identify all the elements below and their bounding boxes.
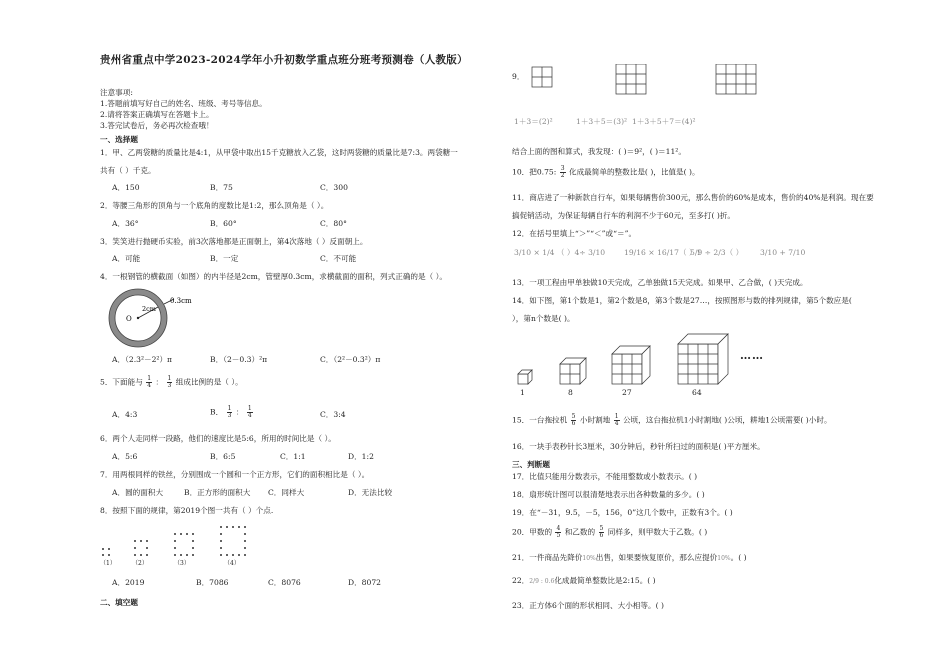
comparison-item: 3/10 + 7/10 [760,248,806,257]
fraction: $\frac{1}{3}$ [227,405,232,419]
option-d[interactable]: D．无法比较 [348,488,393,497]
question-14-text-cont: ），第n个数是( )。 [512,314,575,323]
question-1-text-cont: 共有（ ）千克。 [100,166,156,175]
question-6-text: 6．两个人走同样一段路，他们的速度比是5:6，所用的时间比是（ ）。 [100,434,336,443]
fraction: $\frac{5}{6}$ [599,525,604,539]
option-b[interactable]: B．一定 [210,254,239,263]
option-c[interactable]: C．（2²－0.3²）π [320,355,381,364]
figure-label: （3） [174,560,190,567]
option-a[interactable]: A．150 [112,183,140,192]
option-b[interactable]: B． $\frac{1}{3}$ ： $\frac{1}{4}$ [210,405,252,419]
question-17-text: 17．比值只能用分数表示，不能用整数或小数表示。( ) [512,472,698,481]
cube-label: 1 [520,388,525,397]
option-b[interactable]: B．7086 [196,578,229,587]
thickness-label: 0.3cm [170,297,192,305]
fraction: $\frac{1}{4}$ [147,375,152,389]
question-23-text: 23．正方体6个面的形状相同、大小相等。( ) [512,601,664,610]
note-item: 3.答完试卷后，务必再次检查哦！ [100,121,214,130]
question-15-text: 15．一台拖拉机 $\frac{5}{6}$ 小时割地 $\frac{1}{4}$ 公顷，这台拖拉机1小时割地( )公顷，耕地1公顷需要( )小时。 [512,413,832,427]
option-b[interactable]: B．60° [210,219,237,228]
option-b[interactable]: B．6:5 [210,452,236,461]
continuation-dots: …… [740,349,764,362]
question-16-text: 16．一块手表秒针长3厘米，30分钟后，秒针所扫过的面积是( )平方厘米。 [512,442,765,451]
equation: 1＋3＝(2)² [514,117,553,126]
section-heading: 三、判断题 [512,460,550,469]
option-c[interactable]: C．3:4 [320,410,346,419]
option-c[interactable]: C．300 [320,183,348,192]
question-5-text: 5．下面能与 $\frac{1}{4}$ ： $\frac{1}{3}$ 组成比例的是（ ）。 [100,375,243,389]
question-9-number: 9． [512,72,525,81]
question-10-text: 10．把0.75: $\frac{3}{2}$ 化成最简单的整数比是( )，比值是( )。 [512,165,700,179]
option-b[interactable]: B．（2－0.3）²π [210,355,268,364]
page-title: 贵州省重点中学2023-2024学年小升初数学重点班分班考预测卷（人教版） [100,54,468,66]
option-a[interactable]: A．（2.3²－2²）π [112,355,173,364]
question-19-text: 19．在“－31，9.5，－5，156，0”这几个数中，正数有3个。( ) [512,508,733,517]
option-a[interactable]: A．36° [112,219,139,228]
equation: 1＋3＋5＋7＝(4)² [632,117,696,126]
option-d[interactable]: D．8072 [348,578,382,587]
dot-pattern-figure [100,520,260,560]
question-20-text: 20．甲数的 $\frac{4}{5}$ 和乙数的 $\frac{5}{6}$ 同样多，则甲数大于乙数。( ) [512,525,708,539]
question-3-text: 3．笑笑进行抛硬币实验，前3次落地都是正面朝上，第4次落地（ ）反面朝上。 [100,237,368,246]
note-item: 1.答题前填写好自己的姓名、班级、考号等信息。 [100,99,267,108]
option-a[interactable]: A．5:6 [112,452,138,461]
option-b[interactable]: B．正方形的面积大 [184,488,251,497]
section-heading: 二、填空题 [100,598,138,607]
question-21-text: 21．一件商品先降价10%出售，如果要恢复原价，那么应提价10%。( ) [512,553,747,562]
cube-label: 27 [622,388,632,397]
note-item: 2.请将答案正确填写在答题卡上。 [100,110,214,119]
option-c[interactable]: C．8076 [268,578,301,587]
comparison-item: 3/10 × 1/4 （ ）4÷ 3/10 [514,248,606,257]
comparison-item: 5/9 ÷ 2/3（ ） [690,248,744,257]
option-a[interactable]: A．4:3 [112,410,138,419]
question-9-text: 结合上面的图和算式，我发现：( )＝9²，( )＝11²。 [512,147,686,156]
fraction: $\frac{5}{6}$ [571,413,576,427]
option-a[interactable]: A．2019 [112,578,145,587]
option-c[interactable]: C．80° [320,219,347,228]
figure-label: （2） [132,560,148,567]
question-8-text: 8．按照下面的规律，第2019个图一共有（ ）个点. [100,506,274,515]
figure-label: （4） [224,560,240,567]
fraction: $\frac{1}{3}$ [167,375,172,389]
question-7-text: 7．用两根同样的铁丝，分别围成一个圆和一个正方形，它们的面积相比是（ ）。 [100,470,370,479]
cube-label: 64 [692,388,702,397]
option-c[interactable]: C．不可能 [320,254,357,263]
equation: 1＋3＋5＝(3)² [576,117,628,126]
fraction: $\frac{1}{4}$ [614,413,619,427]
question-12-text: 12．在括号里填上“＞”“＜”或“＝”。 [512,229,637,238]
notes-heading: 注意事项: [100,88,133,97]
question-4-text: 4．一根钢管的横截面（如图）的内半径是2cm，管壁厚0.3cm，求横截面的面积，列式正确的是（ ）。 [100,272,448,281]
comparison-item: 19/16 × 16/17（ ）1 [624,248,702,257]
fraction: $\frac{4}{5}$ [556,525,561,539]
question-2-text: 2．等腰三角形的顶角与一个底角的度数比是1:2，那么顶角是（ ）。 [100,201,329,210]
option-a[interactable]: A．可能 [112,254,141,263]
square-grids-figure [530,64,770,106]
option-d[interactable]: D．1:2 [348,452,374,461]
question-22-text: 22．2/9 : 0.6化成最简单整数比是2:15。( ) [512,576,656,585]
question-11-text-cont: 搞促销活动，为保证每辆自行车的利润不少于60元，至多打( )折。 [512,211,736,220]
fraction: $\frac{3}{2}$ [560,165,565,179]
question-11-text: 11．商店进了一种新款自行车，如果每辆售价300元，那么售价的60%是成本，售价的40%是利润。现在要 [512,193,874,202]
cube-label: 8 [568,388,573,397]
option-b[interactable]: B．75 [210,183,233,192]
section-heading: 一、选择题 [100,135,138,144]
question-18-text: 18．扇形统计图可以很清楚地表示出各种数量的多少。( ) [512,490,705,499]
question-14-text: 14．如下图，第1个数是1，第2个数是8，第3个数是27…，按照图形与数的排列规律，第5个数应是( [512,296,852,305]
pipe-cross-section-figure [108,285,198,351]
option-c[interactable]: C．1:1 [280,452,306,461]
figure-label: （1） [100,560,116,567]
question-1-text: 1．甲、乙两袋糖的质量比是4:1，从甲袋中取出15千克糖放入乙袋，这时两袋糖的质量比是7:3。两袋糖一 [100,148,458,157]
question-13-text: 13．一项工程由甲单独做10天完成，乙单独做15天完成。如果甲、乙合做，( )天完成。 [512,278,808,287]
center-label: O [126,315,132,323]
option-c[interactable]: C．同样大 [268,488,305,497]
radius-label: 2cm [142,305,156,313]
fraction: $\frac{1}{4}$ [247,405,252,419]
option-a[interactable]: A．圆的面积大 [112,488,164,497]
